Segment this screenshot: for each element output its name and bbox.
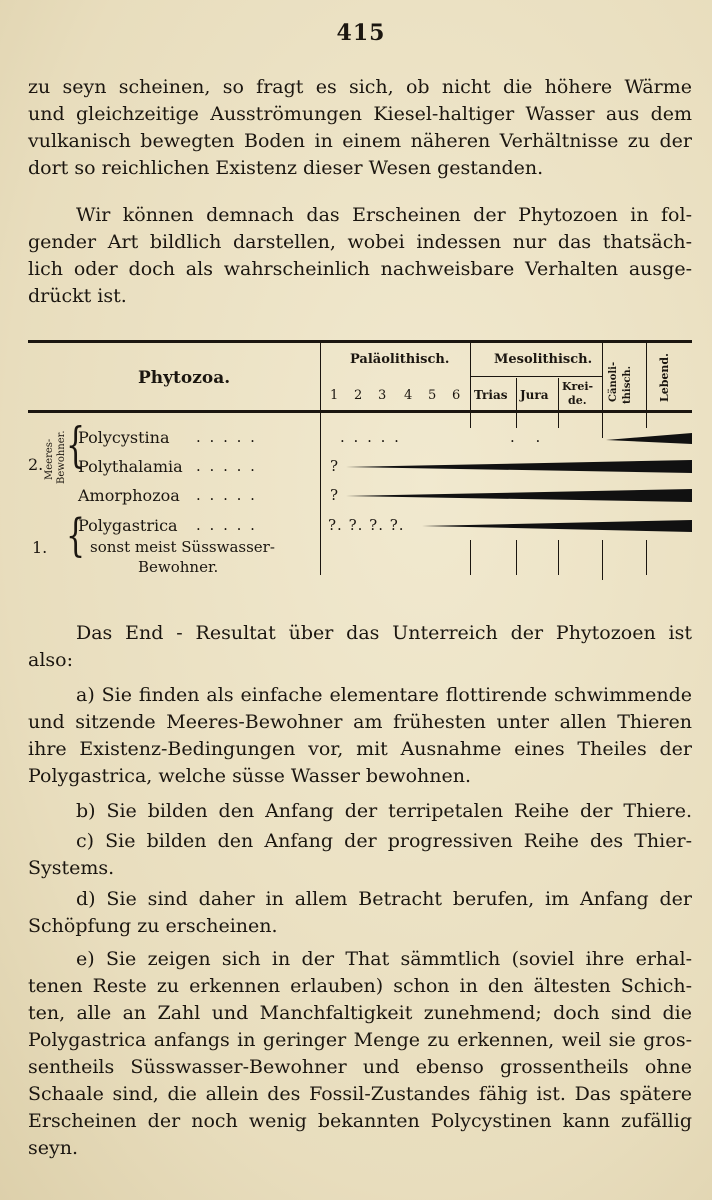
column-divider	[602, 343, 603, 438]
text-line: ten, alle an Zahl und Manchfaltigkeit zunehmend; doch sind die	[28, 1002, 692, 1024]
text-line: und sitzende Meeres-Bewohner am frühesten unter allen Thieren	[28, 711, 692, 733]
bar-amorphozoa	[346, 487, 692, 505]
column-divider	[470, 413, 471, 428]
group-2-brace: {	[66, 418, 86, 474]
header-lebend: Lebend.	[658, 353, 671, 402]
row-sublabel-polygastrica-2: Bewohner.	[138, 558, 219, 576]
paragraph-a	[28, 682, 692, 790]
text-line: Wir können demnach das Erscheinen der Phytozoen in fol-	[76, 204, 692, 226]
paragraph-c	[28, 828, 692, 882]
paragraph-d	[28, 886, 692, 940]
header-kreide-2: de.	[568, 394, 587, 407]
header-jura: Jura	[520, 388, 549, 402]
row-label-amorphozoa: Amorphozoa	[78, 486, 180, 505]
text-line: d) Sie sind daher in allem Betracht berufen, im Anfang der	[76, 888, 692, 910]
column-divider	[516, 378, 517, 428]
meso-subrule	[470, 376, 602, 377]
text-line: b) Sie bilden den Anfang der terripetalen Reihe der Thiere.	[76, 800, 692, 822]
header-number-4: 4	[404, 388, 413, 403]
paragraph-2	[28, 202, 692, 310]
row-sublabel-polygastrica: sonst meist Süsswasser-	[90, 538, 275, 556]
header-palaeolithisch: Paläolithisch.	[350, 352, 450, 367]
text-line: Polygastrica anfangs in geringer Menge zu erkennen, weil sie gros-	[28, 1029, 692, 1051]
q-polythalamia: ?	[330, 457, 339, 475]
paragraph-3	[28, 620, 692, 674]
column-divider	[558, 378, 559, 428]
row-dots: . . . . .	[196, 457, 257, 475]
header-caenolithisch: Cänoli-	[608, 361, 619, 402]
column-divider	[558, 540, 559, 575]
group-2-label-2: Bewohner.	[56, 430, 67, 484]
header-number-3: 3	[378, 388, 387, 403]
text-line: Schaale sind, die allein des Fossil-Zustandes fähig ist. Das spätere	[28, 1083, 692, 1105]
text-line: tenen Reste zu erkennen erlauben) schon in den ältesten Schich-	[28, 975, 692, 997]
text-line: seyn.	[28, 1137, 79, 1159]
text-line: also:	[28, 649, 73, 671]
header-mesolithisch: Mesolithisch.	[494, 352, 593, 367]
column-divider	[320, 343, 321, 575]
column-divider	[646, 540, 647, 575]
paragraph-1	[28, 74, 692, 182]
text-line: Das End - Resultat über das Unterreich der Phytozoen ist	[76, 622, 692, 644]
group-1-brace: {	[66, 510, 86, 563]
text-line: dort so reichlichen Existenz dieser Wesen gestanden.	[28, 157, 544, 179]
text-line: und gleichzeitige Ausströmungen Kiesel-haltiger Wasser aus dem	[28, 103, 692, 125]
row-label-polygastrica: Polygastrica	[78, 516, 178, 535]
text-line: ihre Existenz-Bedingungen vor, mit Ausnahme eines Theiles der	[28, 738, 692, 760]
text-line: e) Sie zeigen sich in der That sämmtlich (soviel ihre erhal-	[76, 948, 692, 970]
table-title: Phytozoa.	[138, 368, 231, 388]
text-line: a) Sie finden als einfache elementare flottirende schwimmende	[76, 684, 692, 706]
polycystina-dots-1: . . . . .	[340, 428, 401, 446]
column-divider	[516, 540, 517, 575]
row-label-polythalamia: Polythalamia	[78, 457, 183, 476]
header-kreide: Krei-	[562, 380, 594, 393]
table-header-rule	[28, 410, 692, 413]
text-line: Erscheinen der noch wenig bekannten Polycystinen kann zufällig	[28, 1110, 692, 1132]
header-number-2: 2	[354, 388, 363, 403]
text-line: Polygastrica, welche süsse Wasser bewohnen.	[28, 765, 472, 787]
column-divider	[602, 540, 603, 580]
column-divider	[470, 540, 471, 575]
paragraph-e	[28, 946, 692, 1162]
text-line: zu seyn scheinen, so fragt es sich, ob nicht die höhere Wärme	[28, 76, 692, 98]
column-divider	[470, 343, 471, 411]
column-divider	[646, 343, 647, 428]
group-1-number: 1.	[32, 538, 48, 557]
q-polygastrica: ?. ?. ?. ?.	[328, 516, 405, 534]
row-dots: . . . . .	[196, 486, 257, 504]
group-2-number: 2.	[28, 455, 44, 474]
group-2-label: Meeres-	[44, 438, 55, 480]
text-line: Systems.	[28, 857, 115, 879]
header-number-1: 1	[330, 388, 339, 403]
text-line: gender Art bildlich darstellen, wobei indessen nur das thatsäch-	[28, 231, 692, 253]
header-number-5: 5	[428, 388, 437, 403]
header-trias: Trias	[474, 388, 508, 402]
header-caenolithisch-2: thisch.	[622, 365, 633, 404]
text-line: lich oder doch als wahrscheinlich nachweisbare Verhalten ausge-	[28, 258, 692, 280]
row-dots: . . . . .	[196, 516, 257, 534]
text-line: Schöpfung zu erscheinen.	[28, 915, 278, 937]
page-number: 415	[336, 20, 386, 46]
bar-polycystina	[606, 428, 692, 448]
phytozoa-table	[28, 340, 692, 590]
header-number-6: 6	[452, 388, 461, 403]
text-line: vulkanisch bewegten Boden in einem näheren Verhältnisse zu der	[28, 130, 692, 152]
row-dots: . . . . .	[196, 428, 257, 446]
text-line: sentheils Süsswasser-Bewohner und ebenso grossentheils ohne	[28, 1056, 692, 1078]
paragraph-b	[28, 798, 692, 825]
row-label-polycystina: Polycystina	[78, 428, 170, 447]
text-line: drückt ist.	[28, 285, 127, 307]
bar-polythalamia	[346, 458, 692, 476]
bar-polygastrica	[422, 518, 692, 534]
polycystina-dots-2: . .	[510, 428, 549, 446]
q-amorphozoa: ?	[330, 486, 339, 504]
text-line: c) Sie bilden den Anfang der progressiven Reihe des Thier-	[76, 830, 692, 852]
table-top-rule	[28, 340, 692, 343]
